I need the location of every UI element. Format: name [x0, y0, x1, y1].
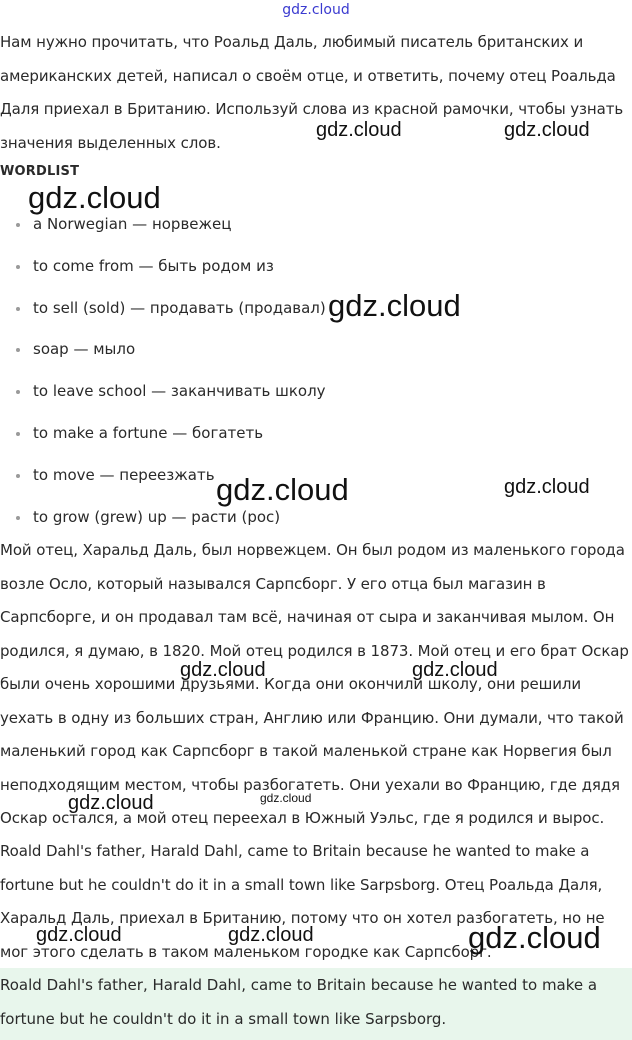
watermark-label: gdz.cloud	[316, 119, 402, 141]
watermark-label: gdz.cloud	[28, 180, 161, 215]
wordlist-item	[0, 371, 326, 413]
explanation-text: Roald Dahl's father, Harald Dahl, came to Britain because he wanted to make a fortune but he couldn't do it in a small town like Sarpsborg. Отец Роальда Даля, Харальд Даль, приехал в Британию, потому что он хотел разбогатеть, но не мог этого сделать в таком маленьком городке как Сарпсборг.	[0, 842, 605, 961]
watermark-label: gdz.cloud	[228, 924, 314, 946]
wordlist-item-text: to make a fortune — богатеть	[33, 423, 264, 442]
wordlist-item-text: to sell (sold) — продавать (продавал)	[33, 298, 326, 317]
wordlist-item-text: to grow (grew) up — расти (рос)	[33, 507, 281, 526]
wordlist-item	[0, 288, 326, 330]
wordlist-item-text: to leave school — заканчивать школу	[33, 382, 326, 401]
bullet-icon	[16, 348, 20, 352]
bullet-icon	[16, 516, 20, 520]
watermark-label: gdz.cloud	[468, 920, 601, 955]
watermark-label: gdz.cloud	[504, 476, 590, 498]
watermark-label: gdz.cloud	[180, 659, 266, 681]
bullet-icon	[16, 474, 20, 478]
translation-text: Мой отец, Харальд Даль, был норвежцем. Он был родом из маленького города возле Осло, который назывался Сарпсборг. У его отца был магазин в Сарпсборге, и он продавал там всё, начиная от сыра и заканчивая мылом. Он родился, я думаю, в 1820. Мой отец родился в 1873. Мой отец и его брат Оскар были очень хорошими друзьями. Когда они окончили школу, они решили уехать в одну из больших стран, Англию или Францию. Они думали, что такой маленький город как Сарпсборг в такой маленькой стране как Норвегия был неподходящим местом, чтобы разбогатеть. Они уехали во Францию, где дядя Оскар остался, а мой отец переехал в Южный Уэльс, где я родился и вырос.	[0, 541, 629, 827]
top-watermark: gdz.cloud	[282, 2, 350, 18]
answer-box	[0, 968, 632, 1040]
wordlist-heading: WORDLIST	[0, 164, 80, 179]
bullet-icon	[16, 265, 20, 269]
wordlist-item	[0, 329, 326, 371]
watermark-label: gdz.cloud	[504, 119, 590, 141]
watermark-label: gdz.cloud	[328, 288, 461, 323]
task-description: Нам нужно прочитать, что Роальд Даль, любимый писатель британских и американских детей, написал о своём отце, и ответить, почему отец Роальда Даля приехал в Британию. Используй слова из красной рамочки, чтобы узнать значения выделенных слов.	[0, 33, 624, 152]
wordlist-item	[0, 413, 326, 455]
bullet-icon	[16, 390, 20, 394]
answer-text: Roald Dahl's father, Harald Dahl, came to Britain because he wanted to make a fortune but he couldn't do it in a small town like Sarpsborg.	[0, 976, 598, 1028]
wordlist-item-text: soap — мыло	[33, 340, 136, 359]
watermark-label: gdz.cloud	[216, 472, 349, 507]
wordlist-item-text: to move — переезжать	[33, 465, 215, 484]
bullet-icon	[16, 307, 20, 311]
watermark-label: gdz.cloud	[68, 792, 154, 814]
wordlist-item-text: to come from — быть родом из	[33, 256, 274, 275]
watermark-label: gdz.cloud	[260, 791, 312, 805]
wordlist-item	[0, 246, 326, 288]
bullet-icon	[16, 432, 20, 436]
bullet-icon	[16, 223, 20, 227]
watermark-label: gdz.cloud	[36, 924, 122, 946]
watermark-label: gdz.cloud	[412, 659, 498, 681]
wordlist-item-text: a Norwegian — норвежец	[33, 215, 232, 233]
